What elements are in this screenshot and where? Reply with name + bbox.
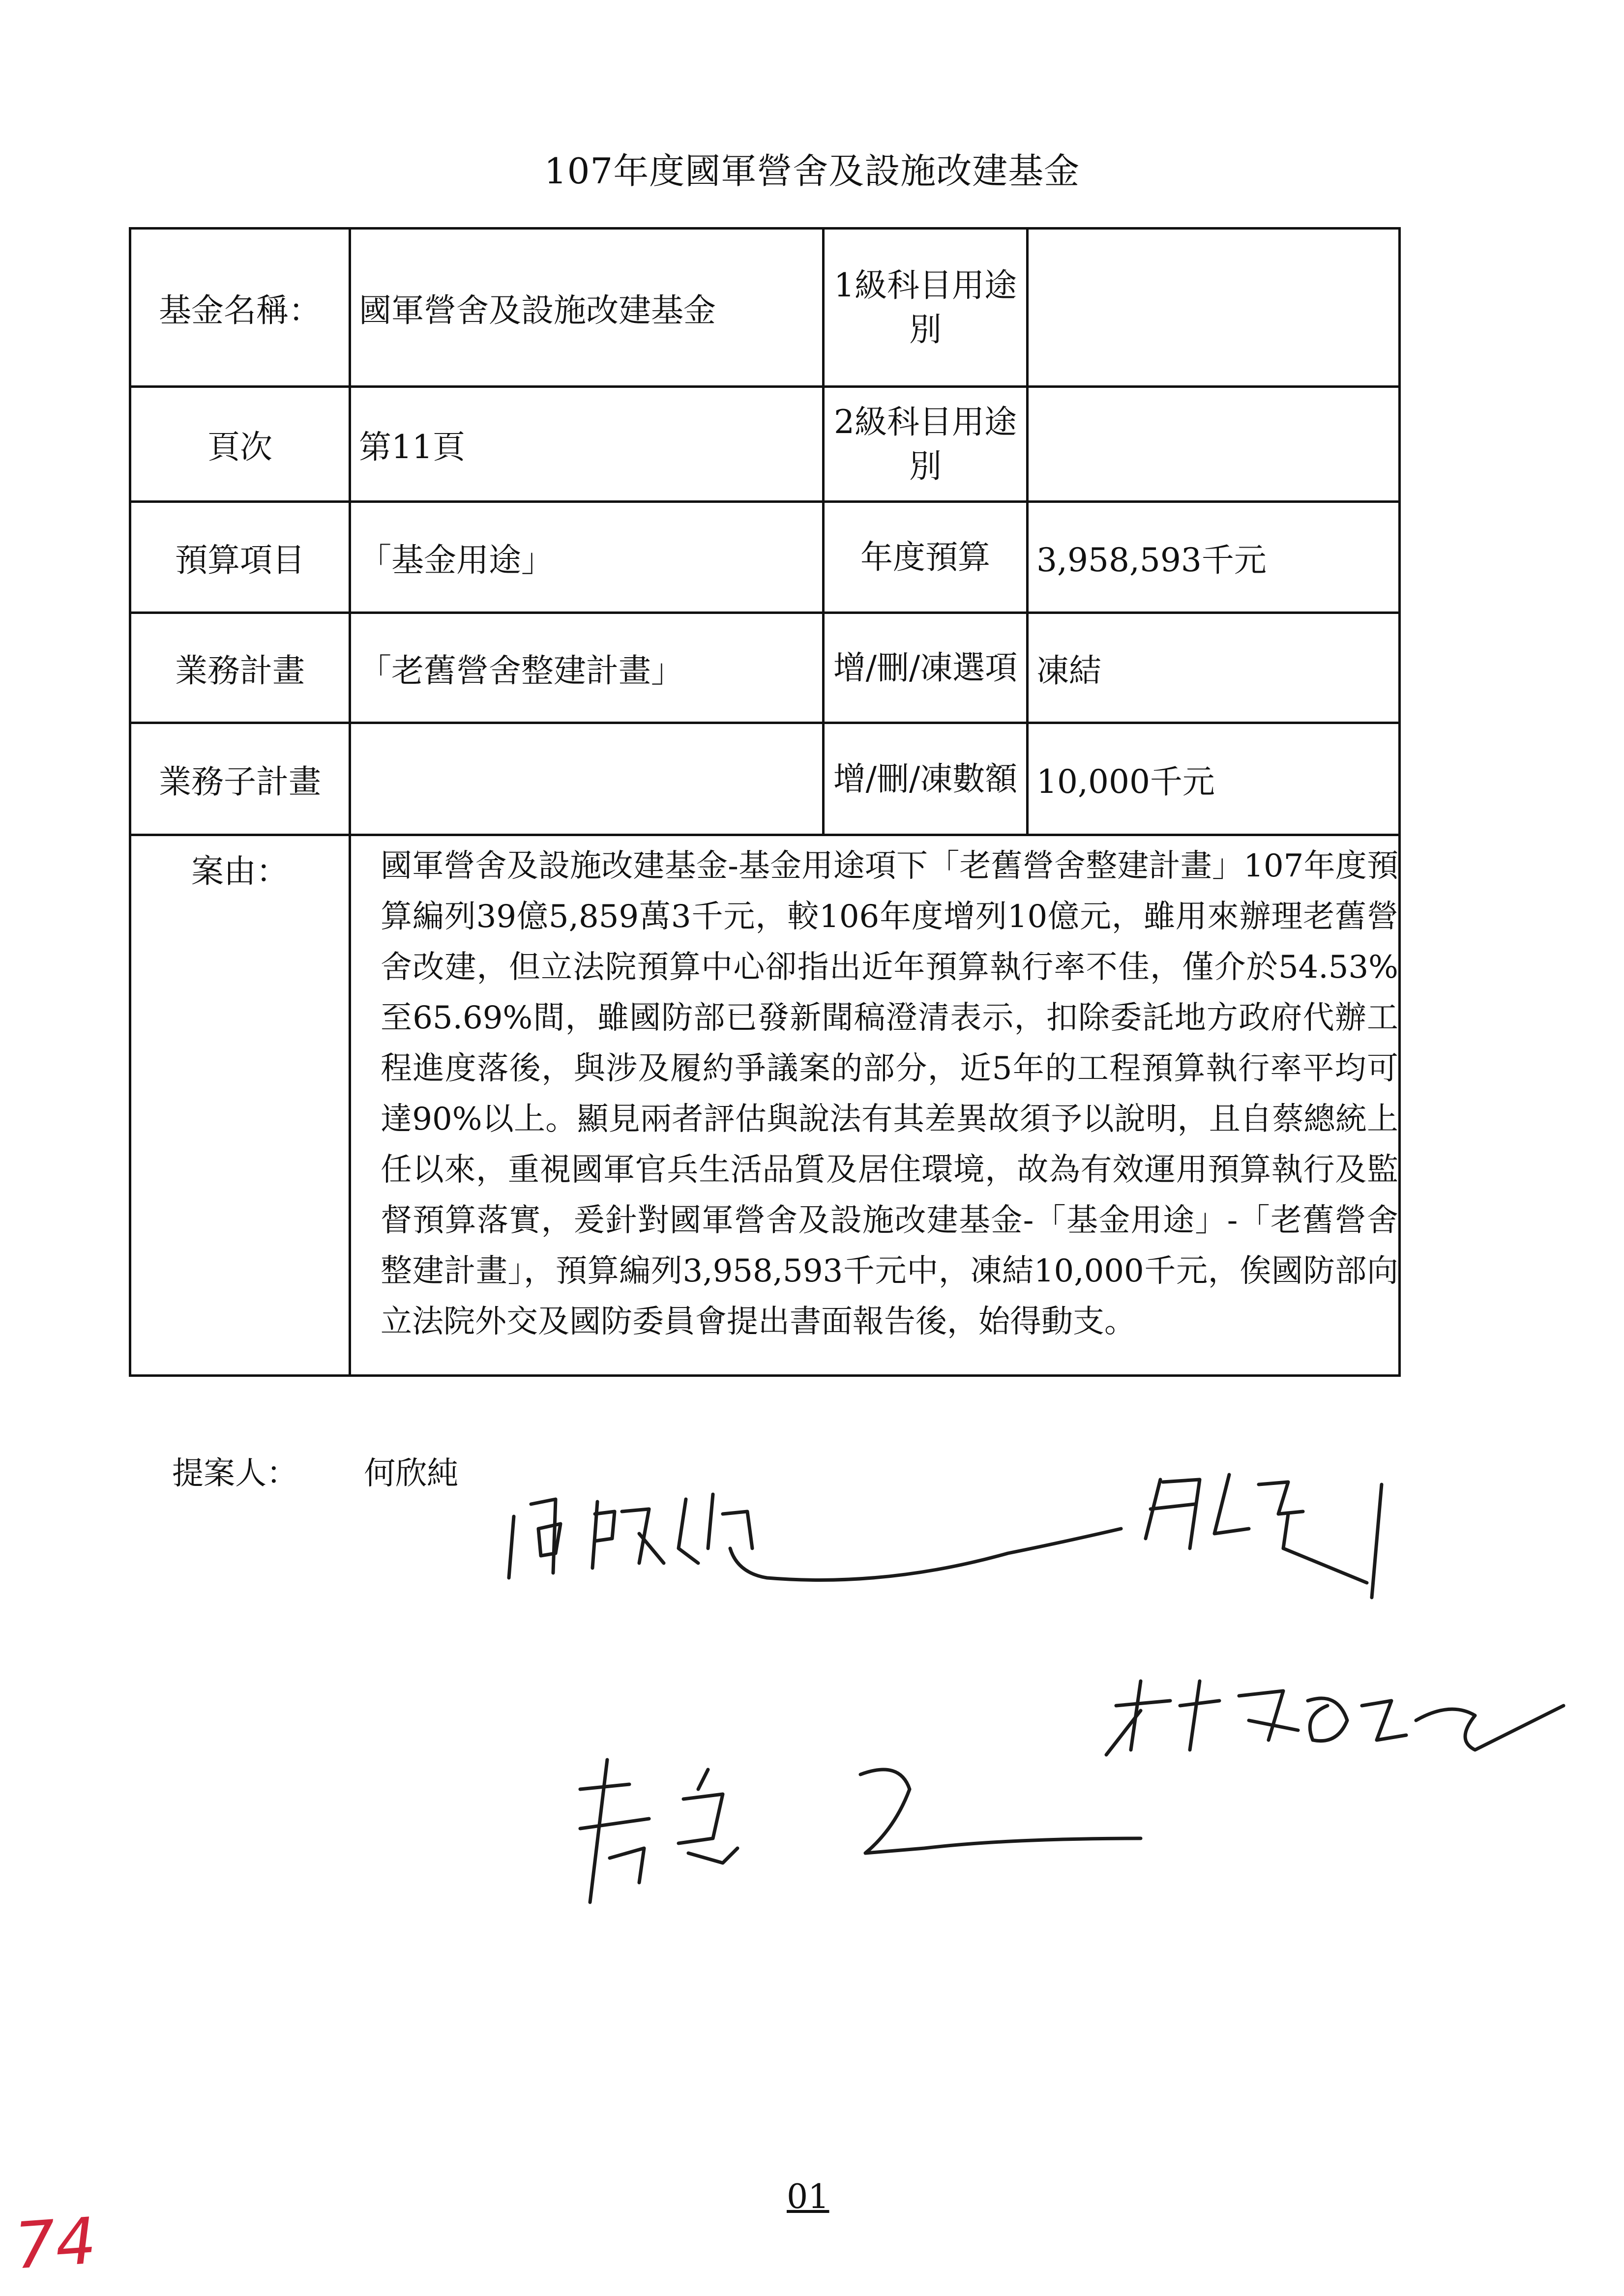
reason-text: 國軍營舍及設施改建基金-基金用途項下「老舊營舍整建計畫」107年度預算編列39億5,859萬3千元，較106年度增列10億元，雖用來辦理老舊營舍改建，但立法院預算中心卻指出近年預算執行率不佳，僅介於54.53%至65.69%間，雖國防部已發新聞稿澄清表示，扣除委託地方政府代辦工程進度落後，與涉及履約爭議案的部分，近5年的工程預算執行率平均可達90%以上。顯見兩者評估與說法有其差異故須予以說明，且自蔡總統上任以來，重視國軍官兵生活品質及居住環境，故為有效運用預算執行及監督預算落實，爰針對國軍營舍及設施改建基金-「基金用途」-「老舊營舍整建計畫」，預算編列3,958,593千元中，凍結10,000千元，俟國防部向立法院外交及國防委員會提出書面報告後，始得動支。 — [350, 835, 1400, 1376]
row-label: 增/刪/凍選項 — [824, 613, 1028, 723]
row-value: 凍結 — [1028, 613, 1400, 723]
row-value: 「老舊營舍整建計畫」 — [350, 613, 824, 723]
row-value: 10,000千元 — [1028, 723, 1400, 835]
row-label: 頁次 — [130, 387, 350, 502]
row-value: 國軍營舍及設施改建基金 — [350, 229, 824, 387]
handwritten-page-number: 74 — [12, 2203, 99, 2284]
row-label: 2級科目用途別 — [824, 387, 1028, 502]
signature-1 — [509, 1494, 1121, 1580]
signature-3 — [580, 1760, 1141, 1902]
reason-label: 案由： — [130, 835, 350, 1376]
proposer-label: 提案人： — [172, 1455, 298, 1492]
row-label: 年度預算 — [824, 502, 1028, 613]
row-label: 預算項目 — [130, 502, 350, 613]
row-label: 增/刪/凍數額 — [824, 723, 1028, 835]
row-label: 基金名稱： — [130, 229, 350, 387]
signature-4 — [1106, 1681, 1564, 1755]
signature-2 — [1146, 1475, 1382, 1598]
row-label: 業務計畫 — [130, 613, 350, 723]
page-number: 01 — [787, 2178, 829, 2216]
row-label: 1級科目用途別 — [824, 229, 1028, 387]
row-value: 第11頁 — [350, 387, 824, 502]
row-value: 3,958,593千元 — [1028, 502, 1400, 613]
row-value: 「基金用途」 — [350, 502, 824, 613]
row-label: 業務子計畫 — [130, 723, 350, 835]
document-title: 107年度國軍營舍及設施改建基金 — [544, 150, 1080, 192]
proposer-name: 何欣純 — [364, 1455, 459, 1492]
